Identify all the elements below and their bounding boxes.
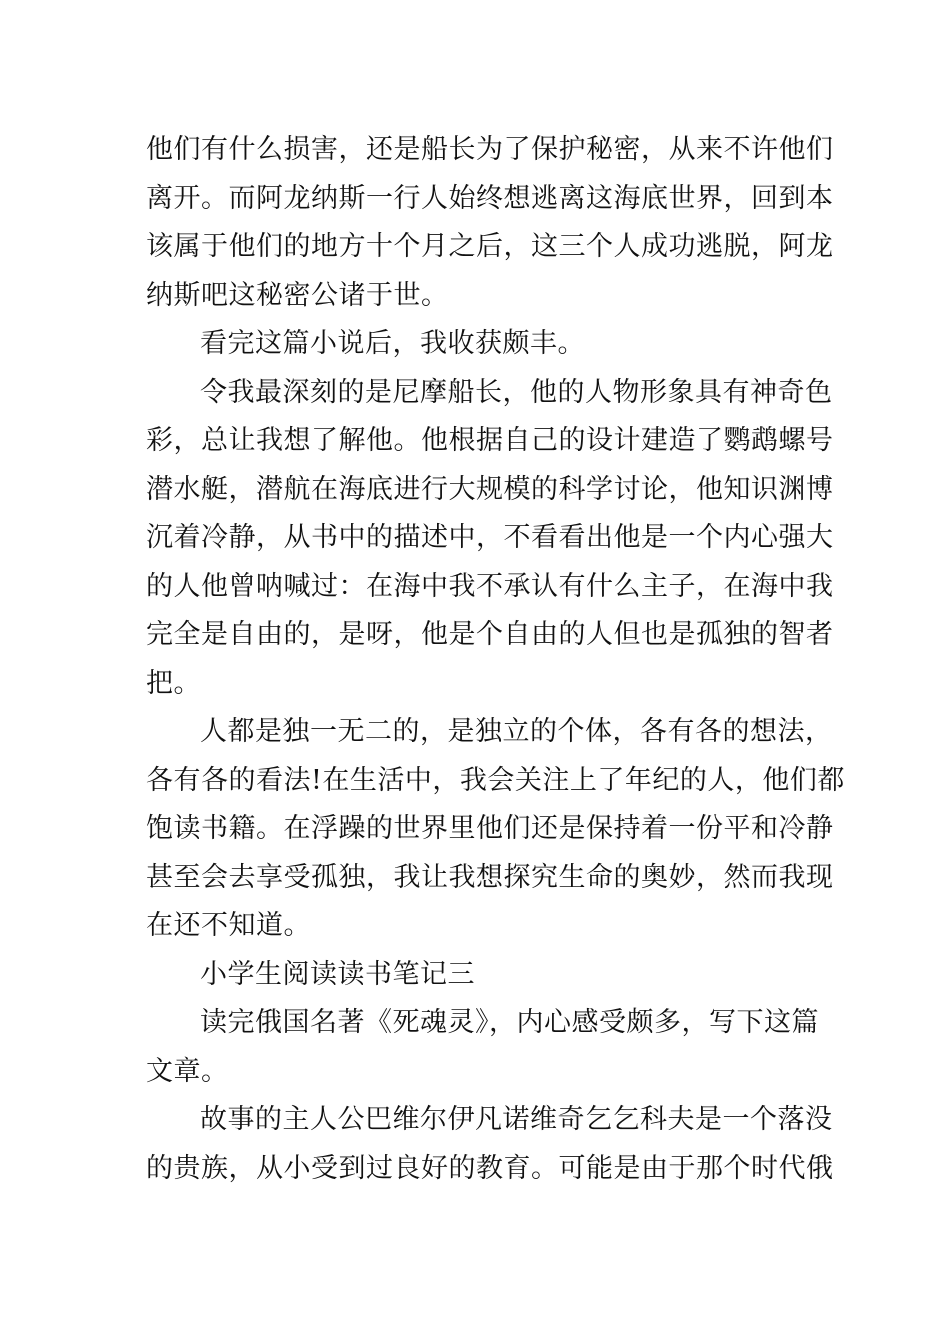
paragraph-first-line: 令我最深刻的是尼摩船长，他的人物形象具有神奇色 xyxy=(200,376,833,408)
paragraph-first-line: 看完这篇小说后，我收获颇丰。 xyxy=(200,328,585,359)
text-line: 该属于他们的地方十个月之后，这三个人成功逃脱，阿龙 xyxy=(146,231,834,262)
text-line: 在还不知道。 xyxy=(146,910,311,941)
paragraph-first-line: 人都是独一无二的，是独立的个体，各有各的想法， xyxy=(200,716,833,747)
text-line: 甚至会去享受孤独，我让我想探究生命的奥妙，然而我现 xyxy=(146,861,834,893)
text-line: 各有各的看法!在生活中，我会关注上了年纪的人，他们都 xyxy=(146,764,845,796)
text-line: 他们有什么损害，还是船长为了保护秘密，从来不许他们 xyxy=(146,134,834,165)
text-line: 完全是自由的，是呀，他是个自由的人但也是孤独的智者 xyxy=(146,619,834,650)
text-line: 潜水艇，潜航在海底进行大规模的科学讨论，他知识渊博 xyxy=(146,473,834,505)
text-line: 饱读书籍。在浮躁的世界里他们还是保持着一份平和冷静 xyxy=(146,813,834,844)
text-line: 沉着冷静，从书中的描述中，不看看出他是一个内心强大 xyxy=(146,522,834,553)
text-line: 离开。而阿龙纳斯一行人始终想逃离这海底世界，回到本 xyxy=(146,182,834,214)
text-line: 文章。 xyxy=(146,1055,229,1087)
section-heading: 小学生阅读读书笔记三 xyxy=(200,958,475,990)
text-line: 彩，总让我想了解他。他根据自己的设计建造了鹦鹉螺号 xyxy=(146,425,834,456)
text-line: 纳斯吧这秘密公诸于世。 xyxy=(146,279,449,311)
body-text xyxy=(146,126,845,1193)
paragraph-first-line: 读完俄国名著《死魂灵》，内心感受颇多，写下这篇 xyxy=(200,1007,819,1038)
text-line: 把。 xyxy=(146,667,201,699)
paragraph-first-line: 故事的主人公巴维尔伊凡诺维奇乞乞科夫是一个落没 xyxy=(200,1104,833,1135)
text-line: 的人他曾呐喊过：在海中我不承认有什么主子，在海中我 xyxy=(146,570,834,602)
text-line: 的贵族，从小受到过良好的教育。可能是由于那个时代俄 xyxy=(146,1152,834,1184)
